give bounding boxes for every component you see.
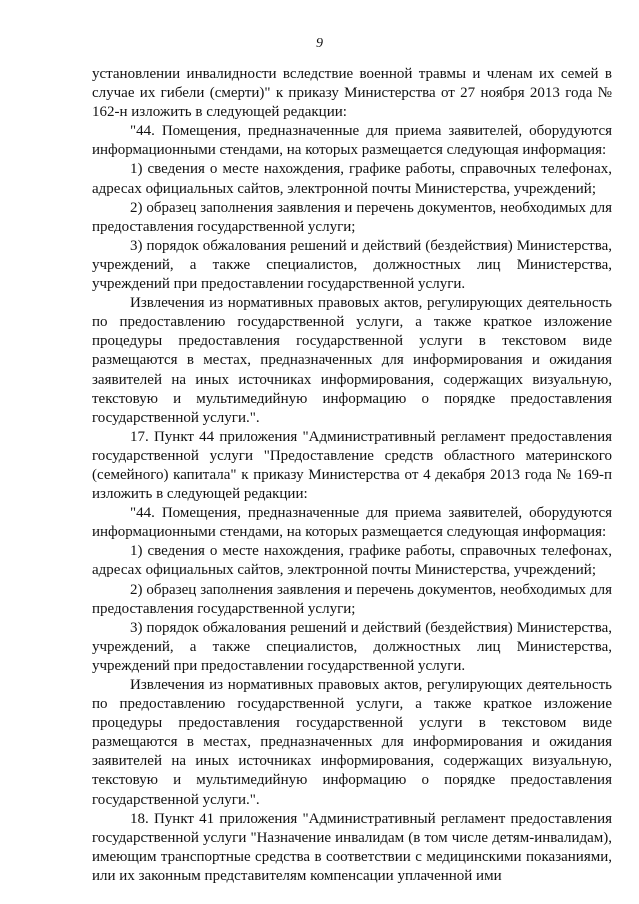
paragraph: установлении инвалидности вследствие военной травмы и членам их семей в случае их гибели (смерти)" к приказу Министерства от 27 ноября 2013 года № 162-н изложить в следующей редакции: xyxy=(92,66,612,121)
paragraph: Извлечения из нормативных правовых актов, регулирующих деятельность по предоставлению государственной услуги, а также краткое изложение процедуры предоставления государственной услуги в текстовом виде размещаются в местах, предназначенных для информирования и ожидания заявителей на иных источниках информирования, содержащих визуальную, текстовую и мультимедийную информацию о порядке предоставления государственной услуги.". xyxy=(92,677,612,808)
paragraph: 3) порядок обжалования решений и действий (бездействия) Министерства, учреждений, а также специалистов, должностных лиц Министерства, учреждений при предоставлении государственной услуги. xyxy=(92,237,612,293)
paragraph: "44. Помещения, предназначенные для приема заявителей, оборудуются информационными стендами, на которых размещается следующая информация: xyxy=(92,505,612,541)
paragraph: 18. Пункт 41 приложения "Административный регламент предоставления государственной услуги "Назначение инвалидам (в том числе детям-инвалидам), имеющим транспортные средства в соответствии с медицинскими показаниями, или их законным представителям компенсации уплаченной ими xyxy=(92,810,612,884)
paragraph: 2) образец заполнения заявления и перечень документов, необходимых для предоставления государственной услуги; xyxy=(92,581,612,617)
paragraph: 17. Пункт 44 приложения "Административный регламент предоставления государственной услуги "Предоставление средств областного материнского (семейного) капитала" к приказу Министерства от 4 декабря 2013 года № 169-п изложить в следующей редакции: xyxy=(92,428,612,503)
paragraph: Извлечения из нормативных правовых актов, регулирующих деятельность по предоставлению государственной услуги, а также краткое изложение процедуры предоставления государственной услуги в текстовом виде размещаются в местах, предназначенных для информирования и ожидания заявителей на иных источниках информирования, содержащих визуальную, текстовую и мультимедийную информацию о порядке предоставления государственной услуги.". xyxy=(92,295,612,426)
paragraph: "44. Помещения, предназначенные для приема заявителей, оборудуются информационными стендами, на которых размещается следующая информация: xyxy=(92,123,612,159)
paragraph: 1) сведения о месте нахождения, графике работы, справочных телефонах, адресах официальных сайтов, электронной почты Министерства, учреждений; xyxy=(92,543,612,579)
document-body xyxy=(92,65,612,886)
paragraph: 2) образец заполнения заявления и перечень документов, необходимых для предоставления государственной услуги; xyxy=(92,199,612,235)
paragraph: 1) сведения о месте нахождения, графике работы, справочных телефонах, адресах официальных сайтов, электронной почты Министерства, учреждений; xyxy=(92,161,612,197)
page-number: 9 xyxy=(316,36,323,51)
paragraph: 3) порядок обжалования решений и действий (бездействия) Министерства, учреждений, а также специалистов, должностных лиц Министерства, учреждений при предоставлении государственной услуги. xyxy=(92,619,612,674)
